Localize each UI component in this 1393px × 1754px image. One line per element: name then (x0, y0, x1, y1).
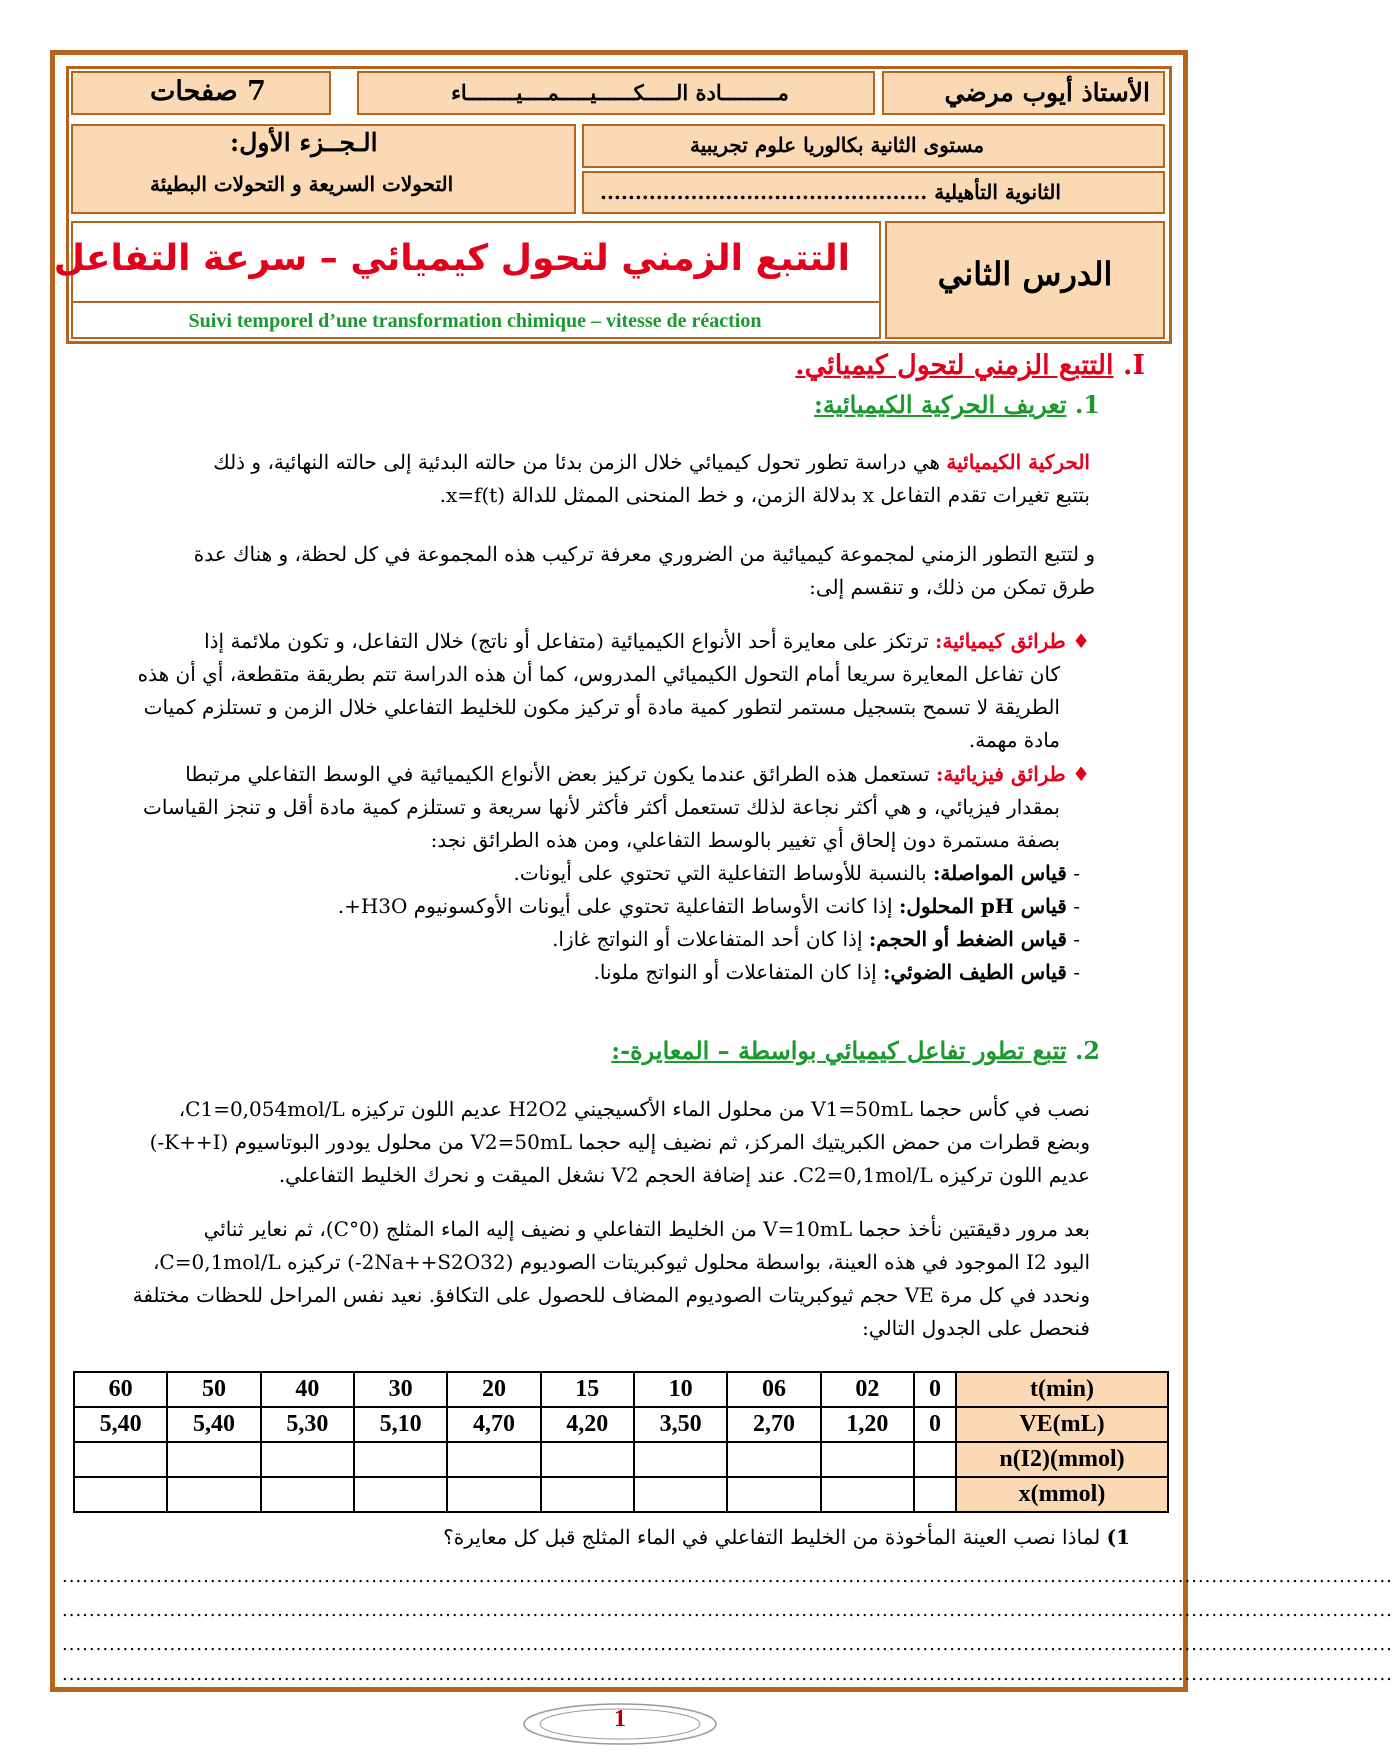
answer-line[interactable]: ...................................................................................................................................................................................................... (62, 1600, 1393, 1621)
definition-line-1: هي دراسة تطور تحول كيميائي خلال الزمن بدئا من حالته البدئية إلى حالته النهائية، و ذلك (213, 450, 941, 474)
answer-line[interactable]: ...................................................................................................................................................................................................... (62, 1566, 1393, 1587)
definition-line-2: بتتبع تغيرات تقدم التفاعل x بدلالة الزمن، و خط المنحنى الممثل للدالة x=f(t). (439, 483, 1090, 507)
table-cell: 5,30 (261, 1407, 354, 1442)
part-title: الـجــزء الأول: (230, 128, 378, 157)
table-cell: 0 (914, 1372, 956, 1407)
answer-line[interactable]: ...................................................................................................................................................................................................... (62, 1634, 1393, 1655)
row-label-ve: VE(mL) (956, 1407, 1168, 1442)
phys-line-1: تستعمل هذه الطرائق عندما يكون تركيز بعض الأنواع الكيميائية في الوسط التفاعلي مرتبطا (185, 762, 930, 786)
table-row-t (74, 1372, 1168, 1407)
section2-heading (611, 1036, 1100, 1065)
procedure-line-7: فنحصل على الجدول التالي: (862, 1316, 1090, 1340)
list-item: - قياس pH المحلول: إذا كانت الأوساط التفاعلية تحتوي على أيونات الأوكسونيوم H3O+. (337, 894, 1080, 918)
chem-line-1: ترتكز على معايرة أحد الأنواع الكيميائية (متفاعل أو ناتج) خلال التفاعل، و تكون ملائمة إذا (204, 629, 929, 653)
table-cell: 4,20 (541, 1407, 634, 1442)
level-label: مستوى الثانية بكالوريا علوم تجريبية (690, 133, 985, 157)
subject-label: مـــــــــادة الـــــكــــــيـــــمــــيــــــــاء (451, 80, 789, 105)
subsection1-number: 1. (1074, 390, 1100, 419)
procedure-line-4: بعد مرور دقيقتين نأخذ حجما V=10mL من الخليط التفاعلي و نضيف إليه الماء المثلج (0°C)، ثم نعاير ثنائي (203, 1217, 1090, 1241)
chem-line-3: الطريقة لا تسمح بتسجيل مستمر لتطور كمية مادة أو تركيز مكون للخليط التفاعلي خلال الزمن و تستلزم كميات (143, 695, 1060, 719)
row-label-t: t(min) (956, 1372, 1168, 1407)
chem-label: طرائق كيميائية: (935, 629, 1066, 653)
table-row-x (74, 1477, 1168, 1512)
measures-list (200, 857, 1080, 989)
table-cell: 60 (74, 1372, 167, 1407)
procedure-line-3: عديم اللون تركيزه C2=0,1mol/L. عند إضافة الحجم V2 نشغل الميقت و نحرك الخليط التفاعلي. (278, 1163, 1090, 1187)
titration-table (73, 1371, 1169, 1513)
question-1 (443, 1525, 1130, 1549)
page-number: 1 (614, 1706, 626, 1732)
procedure-line-5: اليود I2 الموجود في هذه العينة، بواسطة محلول ثيوكبريتات الصوديوم (2Na++S2O32-) تركيزه C=0,1mol/L، (152, 1250, 1090, 1274)
list-item: - قياس الضغط أو الحجم: إذا كان أحد المتفاعلات أو النواتج غازا. (552, 927, 1080, 951)
phys-line-2: بمقدار فيزيائي، و هي أكثر نجاعة لذلك تستعمل أكثر فأكثر لأنها سريعة و تستلزم كمية مادة أقل و تنجز القياسات (143, 795, 1060, 819)
list-item: - قياس المواصلة: بالنسبة للأوساط التفاعلية التي تحتوي على أيونات. (513, 861, 1080, 885)
procedure-line-1: نصب في كأس حجما V1=50mL من محلول الماء الأكسيجيني H2O2 عديم اللون تركيزه C1=0,054mol/L، (178, 1097, 1090, 1121)
subsection1-heading (814, 390, 1100, 419)
intro-line-1: و لتتبع التطور الزمني لمجموعة كيميائية من الضروري معرفة تركيب هذه المجموعة في كل لحظة، و هناك عدة (193, 542, 1095, 566)
answer-line[interactable]: ...................................................................................................................................................................................................... (62, 1664, 1393, 1685)
table-cell: 0 (914, 1407, 956, 1442)
lesson-number: الدرس الثاني (937, 255, 1113, 293)
section1-title: التتبع الزمني لتحول كيميائي. (795, 350, 1114, 381)
table-cell: 50 (167, 1372, 260, 1407)
teacher-name: الأستاذ أيوب مرضي (944, 78, 1150, 107)
procedure-paragraph-1 (75, 1093, 1090, 1192)
table-cell: 10 (634, 1372, 727, 1407)
phys-label: طرائق فيزيائية: (935, 762, 1066, 786)
table-cell: 1,20 (821, 1407, 914, 1442)
table-cell: 20 (447, 1372, 540, 1407)
table-cell: 06 (727, 1372, 820, 1407)
question-number: 1) (1106, 1525, 1130, 1549)
procedure-line-6: ونحدد في كل مرة VE حجم ثيوكبريتات الصوديوم المضاف للحصول على التكافؤ. نعيد نفس المراحل للحظات مختلفة (132, 1283, 1090, 1307)
subsection1-title: تعريف الحركية الكيميائية: (814, 390, 1067, 419)
physical-methods (75, 758, 1090, 857)
table-cell: 3,50 (634, 1407, 727, 1442)
row-label-n: n(I2)(mmol) (956, 1442, 1168, 1477)
table-row-n (74, 1442, 1168, 1477)
intro-line-2: طرق تمكن من ذلك، و تنقسم إلى: (809, 575, 1095, 599)
pages-count: 7 صفحات (150, 76, 266, 107)
title-divider (71, 301, 881, 303)
diamond-icon: ♦ (1072, 629, 1090, 653)
row-label-x: x(mmol) (956, 1477, 1168, 1512)
section1-heading (795, 350, 1145, 381)
table-cell: 30 (354, 1372, 447, 1407)
table-cell: 2,70 (727, 1407, 820, 1442)
chemical-methods (90, 625, 1090, 757)
table-cell: 40 (261, 1372, 354, 1407)
table-cell: 5,10 (354, 1407, 447, 1442)
table-cell: 5,40 (74, 1407, 167, 1442)
table-cell: 15 (541, 1372, 634, 1407)
procedure-paragraph-2 (75, 1213, 1090, 1345)
chem-line-4: مادة مهمة. (968, 728, 1060, 752)
intro-paragraph (75, 538, 1095, 604)
section2-number: 2. (1074, 1036, 1100, 1065)
section2-title: تتبع تطور تفاعل كيميائي بواسطة – المعايرة-: (611, 1036, 1067, 1065)
table-cell: 5,40 (167, 1407, 260, 1442)
list-item: - قياس الطيف الضوئي: إذا كان المتفاعلات أو النواتج ملونا. (593, 960, 1080, 984)
lesson-title-fr: Suivi temporel d’une transformation chimique – vitesse de réaction (188, 310, 762, 332)
table-cell: 02 (821, 1372, 914, 1407)
table-cell: 4,70 (447, 1407, 540, 1442)
table-row-ve (74, 1407, 1168, 1442)
part-subtitle: التحولات السريعة و التحولات البطيئة (150, 172, 454, 196)
question-text: لماذا نصب العينة المأخوذة من الخليط التفاعلي في الماء المثلج قبل كل معايرة؟ (443, 1525, 1101, 1549)
lesson-title-ar: التتبع الزمني لتحول كيميائي – سرعة التفاعل (53, 238, 850, 279)
definition-paragraph (75, 446, 1090, 512)
school-label: الثانوية التأهيلية ............................................... (600, 180, 1061, 204)
procedure-line-2: وبضع قطرات من حمض الكبريتيك المركز، ثم نضيف إليه حجما V2=50mL من محلول يودور البوتاسيوم (K++I-) (149, 1130, 1090, 1154)
definition-term: الحركية الكيميائية (946, 450, 1090, 474)
chem-line-2: كان تفاعل المعايرة سريعا أمام التحول الكيميائي المدروس، كما أن هذه الدراسة تتم بطريقة متقطعة، أي أن هذه (137, 662, 1060, 686)
phys-line-3: بصفة مستمرة دون إلحاق أي تغيير بالوسط التفاعلي، ومن هذه الطرائق نجد: (430, 828, 1060, 852)
section1-number: I. (1122, 350, 1145, 381)
diamond-icon: ♦ (1072, 762, 1090, 786)
